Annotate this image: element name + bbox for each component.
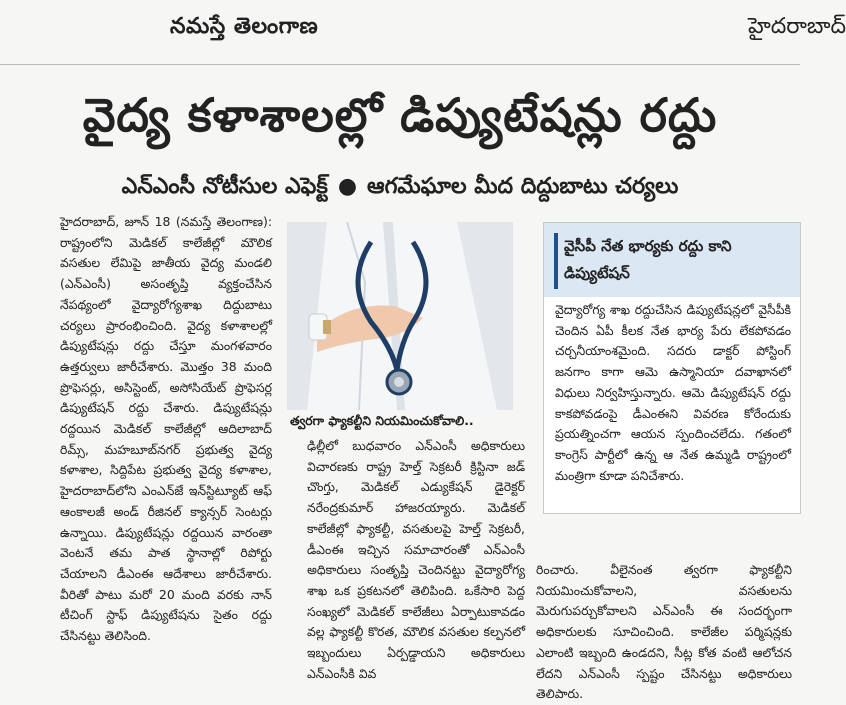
sidebar-body: వైద్యారోగ్య శాఖ రద్దుచేసిన డిప్యుటేషన్లలో వైసీపీకి చెందిన ఏపీ కీలక నేత భార్య పేరు లేకపోవడం చర్చనీయాంశమైంది. సదరు డాక్టర్ పోస్టింగ్ జనగాం కాగా ఆమె ఉస్మానియా దవాఖానలో విధులు నిర్వహిస్తున్నారు. ఆమె డిప్యుటేషన్ రద్దు కాకపోవడంపై డీఎంఈని వివరణ కోరేందుకు ప్రయత్నించగా ఆయన స్పందించలేదు. గతంలో కాంగ్రెస్ పార్టీలో ఉన్న ఆ నేత ఉమ్మడి రాష్ట్రంలో మంత్రిగా కూడా పనిచేశారు. — [555, 302, 791, 483]
article-headline: వైద్య కళాశాలల్లో డిప్యుటేషన్లు రద్దు — [82, 88, 718, 142]
masthead — [0, 0, 846, 65]
sidebar-header — [544, 223, 800, 297]
subheadline-left: ఎన్‌ఎంసీ నోటీసుల ఎఫెక్ట్ — [121, 174, 328, 199]
edition-city: హైదరాబాద్ — [748, 14, 846, 39]
article-column-1: హైదరాబాద్, జూన్ 18 (నమస్తే తెలంగాణ): రాష్ట్రంలోని మెడికల్ కాలేజీల్లో మౌలిక వసతుల లేమిపై జాతీయ వైద్య మండలి (ఎన్‌ఎంసీ) అసంతృప్తి వ్యక్తంచేసిన నేపథ్యంలో వైద్యారోగ్యశాఖ దిద్దుబాటు చర్యలు ప్రారంభించింది. వైద్య కళాశాలల్లో డిప్యుటేషన్లు రద్దు చేస్తూ మంగళవారం ఉత్తర్వులు జారీచేశారు. మొత్తం 38 మంది ప్రొఫెసర్లు, అసిస్టెంట్, అసోసియేట్ ప్రొఫెసర్ల డిప్యుటేషన్ రద్దు చేశారు. డిప్యుటేషన్లు రద్దయిన మెడికల్ కాలేజీల్లో ఆదిలాబాద్ రిమ్స్, మహబూబ్‌నగర్ ప్రభుత్వ వైద్య కళాశాల, సిద్దిపేట ప్రభుత్వ వైద్య కళాశాల, హైదరాబాద్‌లోని ఎంఎన్‌జే ఇన్‌స్టిట్యూట్ ఆఫ్ ఆంకాలజీ అండ్ రీజినల్ క్యాన్సర్ సెంటర్లు ఉన్నాయి. డిప్యుటేషన్లు రద్దయిన వారంతా వెంటనే తమ పాత స్థానాల్లో రిపోర్టు చేయాలని డీఎంఈ ఆదేశాలు జారీచేశారు. వీరితో పాటు మరో 20 మంది వరకు నాన్ టీచింగ్ స్టాఫ్ డిప్యుటేషను సైతం రద్దు చేసినట్టు తెలిసింది. — [60, 214, 272, 644]
sidebar-title: వైసీపీ నేత భార్యకు రద్దు కాని డిప్యుటేషన్ — [564, 237, 732, 282]
subheadline-right: ఆగమేఘాల మీద దిద్దుబాటు చర్యలు — [367, 174, 679, 199]
article-column-2: ఢిల్లీలో బుధవారం ఎన్‌ఎంసీ అధికారులు విచారణకు రాష్ట్ర హెల్త్ సెక్రటరీ క్రిస్టినా జడ్ చొంగ్తు, మెడికల్ ఎడ్యుకేషన్ డైరెక్టర్ నరేంద్రకుమార్ హాజరయ్యారు. మెడికల్ కాలేజీల్లో ఫ్యాకల్టీ, వసతులపై హెల్త్ సెక్రటరీ, డీఎంఈ ఇచ్చిన సమాచారంతో ఎన్‌ఎంసీ అధికారులు సంతృప్తి చెందినట్టు వైద్యారోగ్య శాఖ ఒక ప్రకటనలో తెలిపింది. ఒకేసారి పెద్ద సంఖ్యలో మెడికల్ కాలేజీలు ఏర్పాటుకావడం వల్ల ఫ్యాకల్టీ కొరత, మౌలిక వసతుల కల్పనలో ఇబ్బందులు ఏర్పడ్డాయని అధికారులు ఎన్‌ఎంసీకి వివ — [307, 438, 525, 681]
newspaper-name: నమస్తే తెలంగాణ — [170, 14, 319, 39]
doctor-stethoscope-photo — [287, 222, 513, 410]
article-column-4: రించారు. వీలైనంత త్వరగా ఫ్యాకల్టీని నియమించుకోవాలని, వసతులను మెరుగుపర్చుకోవాలని ఎన్‌ఎంసీ ఈ సందర్భంగా అధికారులకు సూచించింది. కాలేజీల పర్మిషన్లకు ఎలాంటి ఇబ్బంది ఉండదని, సీట్ల కోత వంటి ఆలోచన లేదని ఎన్‌ఎంసీ స్పష్టం చేసినట్టు అధికారులు తెలిపారు. — [536, 562, 792, 702]
sidebar-accent-bar — [554, 233, 558, 289]
article-subheadline — [0, 170, 800, 204]
photo-caption: త్వరగా ఫ్యాకల్టీని నియమించుకోవాలి.. — [290, 413, 474, 428]
doctor-illustration — [287, 222, 513, 410]
bullet-separator: ● — [337, 174, 358, 199]
